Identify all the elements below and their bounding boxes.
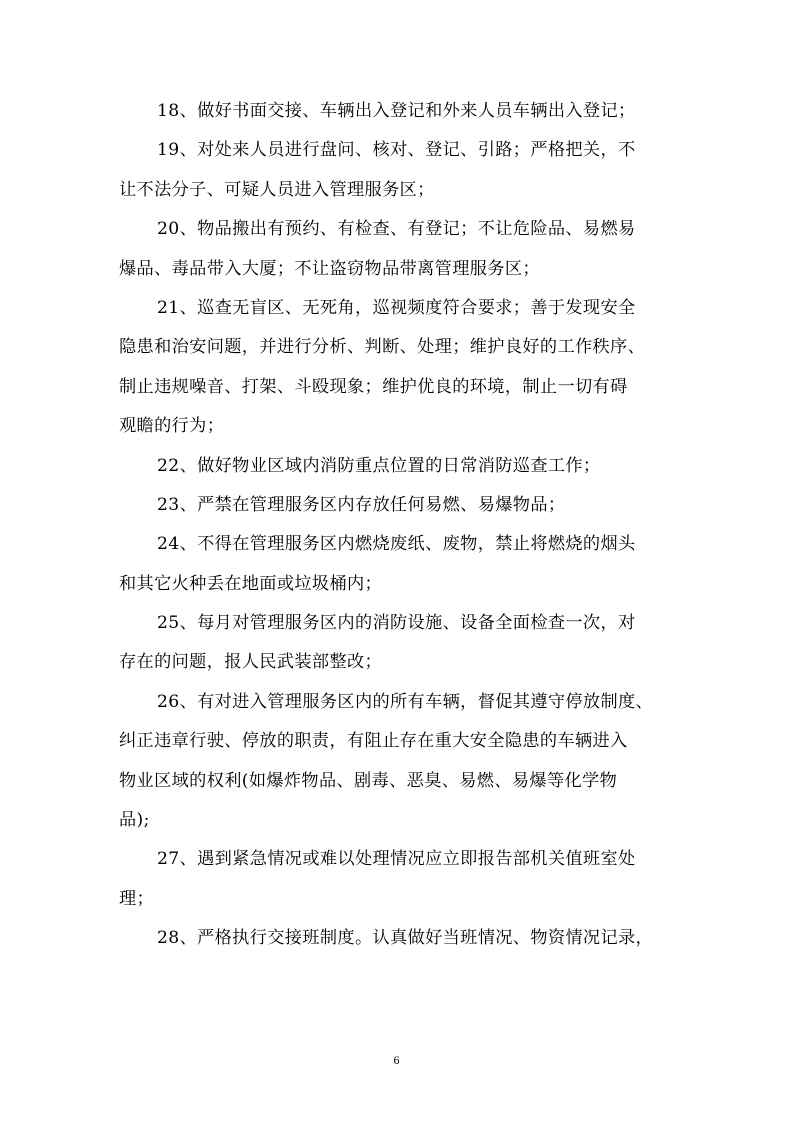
paragraph-3 bbox=[119, 210, 669, 289]
paragraph-line: 21、巡查无盲区、无死角，巡视频度符合要求；善于发现安全 bbox=[157, 297, 636, 318]
paragraph-9 bbox=[119, 683, 669, 841]
paragraph-line: 纠正违章行驶、停放的职责，有阻止存在重大安全隐患的车辆进入 bbox=[119, 731, 628, 752]
paragraph-4 bbox=[119, 289, 669, 447]
paragraph-line: 爆品、毒品带入大厦；不让盗窃物品带离管理服务区； bbox=[119, 258, 540, 279]
paragraph-2 bbox=[119, 131, 669, 210]
paragraph-10 bbox=[119, 840, 669, 919]
paragraph-6 bbox=[119, 486, 669, 525]
paragraph-line: 19、对处来人员进行盘问、核对、登记、引路；严格把关，不 bbox=[157, 140, 636, 161]
paragraph-line: 20、物品搬出有预约、有检查、有登记；不让危险品、易燃易 bbox=[157, 219, 636, 240]
paragraph-line: 26、有对进入管理服务区内的所有车辆，督促其遵守停放制度、 bbox=[157, 691, 654, 712]
paragraph-line: 制止违规噪音、打架、斗殴现象；维护优良的环境，制止一切有碍 bbox=[119, 376, 628, 397]
paragraph-line: 观瞻的行为； bbox=[119, 416, 225, 437]
paragraph-1 bbox=[119, 92, 669, 131]
paragraph-line: 和其它火种丢在地面或垃圾桶内； bbox=[119, 573, 383, 594]
document-body bbox=[119, 92, 669, 959]
paragraph-line: 25、每月对管理服务区内的消防设施、设备全面检查一次，对 bbox=[157, 613, 636, 634]
page-number: 6 bbox=[393, 1056, 400, 1067]
paragraph-line: 存在的问题，报人民武装部整改； bbox=[119, 652, 383, 673]
paragraph-line: 物业区域的权利(如爆炸物品、剧毒、恶臭、易燃、易爆等化学物 bbox=[119, 770, 618, 791]
paragraph-line: 让不法分子、可疑人员进入管理服务区； bbox=[119, 179, 435, 200]
paragraph-line: 22、做好物业区域内消防重点位置的日常消防巡查工作； bbox=[157, 455, 601, 476]
paragraph-line: 隐患和治安问题，并进行分析、判断、处理；维护良好的工作秩序、 bbox=[119, 337, 646, 358]
paragraph-11 bbox=[119, 919, 669, 958]
paragraph-line: 18、做好书面交接、车辆出入登记和外来人员车辆出入登记； bbox=[157, 101, 636, 121]
paragraph-7 bbox=[119, 525, 669, 604]
paragraph-line: 24、不得在管理服务区内燃烧废纸、废物，禁止将燃烧的烟头 bbox=[157, 534, 636, 555]
paragraph-line: 27、遇到紧急情况或难以处理情况应立即报告部机关值班室处 bbox=[157, 849, 636, 870]
paragraph-line: 理； bbox=[119, 888, 155, 909]
paragraph-5 bbox=[119, 447, 669, 486]
paragraph-line: 品); bbox=[119, 810, 150, 831]
paragraph-8 bbox=[119, 604, 669, 683]
paragraph-line: 28、严格执行交接班制度。认真做好当班情况、物资情况记录， bbox=[157, 928, 654, 949]
paragraph-line: 23、严禁在管理服务区内存放任何易燃、易爆物品； bbox=[157, 494, 566, 515]
